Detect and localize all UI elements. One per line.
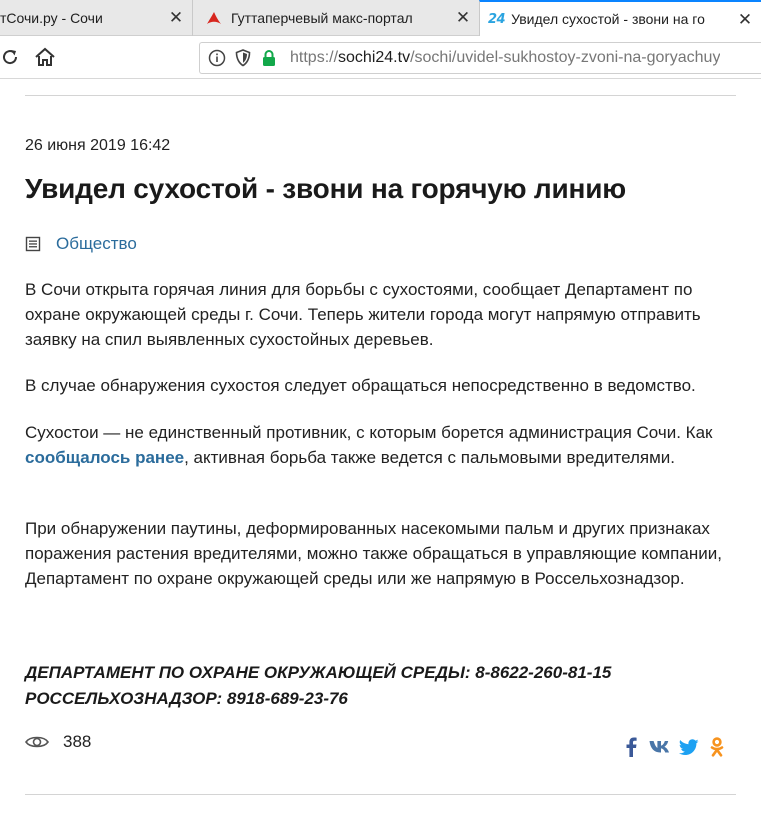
lock-icon[interactable] [260,49,278,67]
views-counter [25,732,91,752]
acrobat-favicon-icon [205,10,223,26]
tab-title: Гуттаперчевый макс-портал [231,10,413,26]
paragraph-1: В Сочи открыта горячая линия для борьбы с сухостоями, сообщает Департамент по охране окружающей среды г. Сочи. Теперь жители города могут напрямую отправить заявку на спил выявленных сухостойных деревьев. [25,280,701,349]
document-icon [25,236,41,252]
twitter-icon[interactable] [678,736,700,758]
facebook-icon[interactable] [620,736,642,758]
contact-line: ДЕПАРТАМЕНТ ПО ОХРАНЕ ОКРУЖАЮЩЕЙ СРЕДЫ: 8-8622-260-81-15 [25,663,612,682]
vk-icon[interactable] [648,736,674,758]
close-tab-icon[interactable]: ✕ [737,10,753,29]
tab-title: Увидел сухостой - звони на го [511,11,705,27]
tab-bar [0,0,761,36]
reported-earlier-link[interactable]: сообщалось ранее [25,448,185,467]
tab-portal[interactable] [192,0,479,36]
paragraph-4: При обнаружении паутины, деформированных насекомыми пальм и других признаках поражения растения вредителями, можно также обращаться в управляющие компании, Департамент по охране окружающей среды или же напрямую в Россельхознадзор. [25,519,722,588]
eye-icon [25,734,49,750]
close-tab-icon[interactable]: ✕ [455,8,471,27]
url-text[interactable]: https://sochi24.tv/sochi/uvidel-sukhostoy-zvoni-na-goryachuy [290,49,721,66]
paragraph-3: Сухостои — не единственный противник, с которым борется администрация Сочи. Как сообщалось ранее, активная борьба также ведется с пальмовыми вредителями. [25,423,713,467]
sochi24-favicon-icon: 24 [488,11,506,27]
reload-icon[interactable] [0,45,22,69]
home-icon[interactable] [33,45,57,69]
odnoklassniki-icon[interactable] [706,736,728,758]
article-date: 26 июня 2019 16:42 [25,137,171,154]
article-rubric [25,234,137,254]
close-tab-icon[interactable]: ✕ [168,8,184,27]
top-divider [25,95,736,96]
tracking-protection-shield-icon[interactable] [234,49,252,67]
tab-sochi24-active[interactable] [479,0,761,36]
article-title: Увидел сухостой - звони на горячую линию [25,173,626,204]
tab-title: тСочи.ру - Сочи [0,10,103,26]
views-count: 388 [63,732,92,751]
tab-sochi-ru[interactable] [0,0,192,36]
paragraph-2: В случае обнаружения сухостоя следует обращаться непосредственно в ведомство. [25,376,696,395]
contact-line: РОССЕЛЬХОЗНАДЗОР: 8918-689-23-76 [25,689,348,708]
contacts-block [25,660,740,712]
bottom-divider [25,794,736,795]
rubric-link[interactable]: Общество [56,234,137,253]
navigation-bar [0,37,761,79]
info-icon[interactable] [208,49,226,67]
address-bar[interactable] [199,42,761,74]
